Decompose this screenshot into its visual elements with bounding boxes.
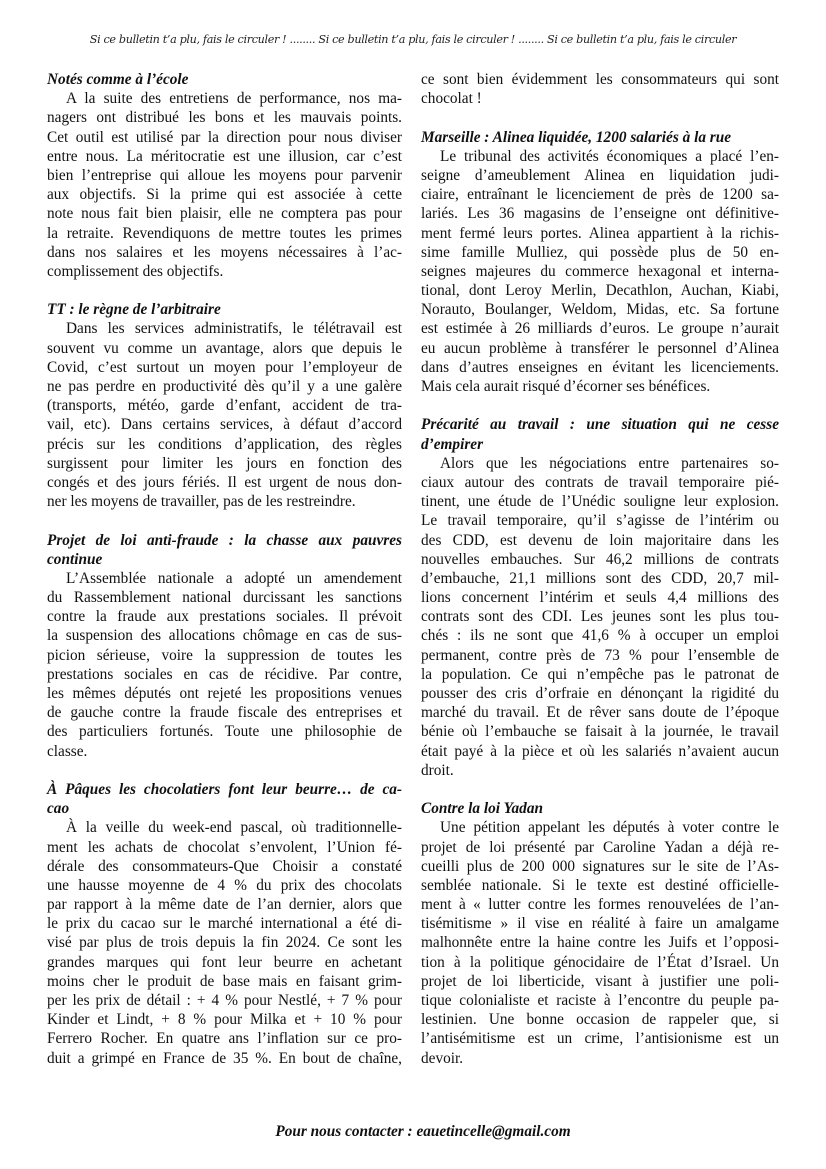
body-line: A la suite des entretiens de performance, nos ma-	[66, 90, 402, 108]
article-body	[421, 454, 779, 780]
body-line: contrats sont des CDI. Les jeunes sont les plus tou-	[421, 608, 779, 626]
body-line: complissement des objectifs.	[47, 262, 224, 280]
body-line: Ferrero Rocher. En quatre ans l’inflation sur ce pro-	[47, 1030, 402, 1048]
body-line: la population. Ce qui n’empêche pas le patronat de	[421, 665, 779, 683]
body-line: contre la fraude aux prestations sociales. Il prévoit	[47, 608, 402, 626]
body-line: entre nous. La méritocratie est une illusion, car c’est	[47, 147, 402, 165]
body-line: Dans les services administratifs, le télétravail est	[66, 320, 402, 338]
article-body	[47, 569, 402, 761]
article-body	[421, 147, 779, 396]
body-line: semblée nationale. Si le texte est destiné officielle-	[421, 876, 779, 894]
body-line: malhonnête entre la haine contre les Juifs et l’opposi-	[421, 934, 779, 952]
body-line: tisémitisme » il vise en réalité à faire un amalgame	[421, 915, 779, 933]
body-line: lariés. Les 36 magasins de l’enseigne ont définitive-	[421, 205, 779, 223]
body-line: du Rassemblement national durcissant les sanctions	[47, 589, 402, 607]
article-precarite	[421, 415, 779, 780]
body-line: grandes marques qui font leur beurre en achetant	[47, 953, 402, 971]
body-line: Norauto, Boulanger, Weldom, Midas, etc. Sa fortune	[421, 301, 779, 319]
section-gap	[47, 761, 402, 780]
body-line: Cet outil est utilisé par la direction pour nous diviser	[47, 128, 402, 146]
body-line: moins cher le produit de base mais en faisant grim-	[47, 972, 402, 990]
body-line: les mêmes députés ont rejeté les propositions venues	[47, 685, 402, 702]
body-line: eu aucun problème à transférer le personnel d’Alinea	[421, 339, 779, 357]
section-gap	[47, 281, 402, 300]
body-line: ciaire, entraînant le licenciement de près de 1200 sa-	[421, 186, 779, 204]
article-title-continued: d’empirer	[421, 435, 484, 453]
body-line: lestinien. Une bonne occasion de rappeler que, si	[421, 1011, 779, 1029]
body-line: droit.	[421, 761, 454, 779]
body-line: Covid, c’est surtout un moyen pour l’employeur de	[47, 358, 402, 376]
body-line: projet de loi liberticide, visant à justifier une poli-	[421, 972, 779, 990]
article-title: TT : le règne de l’arbitraire	[47, 301, 221, 319]
body-line: vail, etc). Dans certains services, à défaut d’accord	[47, 416, 402, 434]
right-column	[421, 70, 779, 1068]
body-line: (transports, météo, garde d’enfant, accident de tra-	[47, 397, 402, 415]
body-line: note nous fait bien plaisir, elle ne comptera pas pour	[47, 205, 402, 223]
article-alinea	[421, 128, 779, 397]
body-line: souvent vu comme un avantage, alors que depuis le	[47, 339, 402, 357]
body-line: cueilli plus de 200 000 signatures sur le site de l’As-	[421, 857, 779, 875]
body-line: permanent, contre près de 73 % pour l’ensemble de	[421, 646, 779, 664]
circulation-banner: Si ce bulletin t’a plu, fais le circuler ! ........ Si ce bulletin t’a plu, fais le circuler ! ........ Si ce bulletin t’a plu, fais le circuler	[89, 33, 737, 46]
section-gap	[421, 780, 779, 799]
body-line: lions concernent l’intérim et seuls 4,4 millions des	[421, 589, 779, 607]
body-line: per les prix de détail : + 4 % pour Nestlé, + 7 % pour	[47, 992, 402, 1009]
body-line: une hausse moyenne de 4 % du prix des chocolats	[47, 876, 402, 894]
article-title: Précarité au travail : une situation qui ne cesse	[421, 416, 779, 434]
body-line: nagers ont distribué les bons et les mauvais points.	[47, 109, 402, 127]
body-line: congés et des jours fériés. Il est urgent de nous don-	[47, 473, 402, 491]
article-teletravail	[47, 300, 402, 511]
article-paques-chocolat-continued	[421, 70, 779, 108]
body-line: nouvelles embauches. Sur 46,2 millions de contrats	[421, 550, 779, 568]
article-title: Projet de loi anti-fraude : la chasse aux pauvres	[47, 531, 402, 549]
body-line: Kinder et Lindt, + 8 % pour Milka et + 10 % pour	[47, 1011, 402, 1029]
body-line: Une pétition appelant les députés à voter contre le	[440, 819, 779, 837]
body-line: ment les achats de chocolat s’envolent, l’Union fé-	[47, 838, 402, 856]
body-line: des particuliers fortunés. Toute une philosophie de	[47, 723, 402, 741]
body-line: picion sérieuse, voire la suppression de toutes les	[47, 646, 402, 664]
body-line: devoir.	[421, 1049, 464, 1067]
section-gap	[421, 396, 779, 415]
body-line: ner les moyens de travailler, pas de les restreindre.	[47, 493, 356, 511]
body-line: pousser des cris d’orfraie en dénonçant la rigidité du	[421, 685, 779, 702]
body-line: seigne d’ameublement Alinea en liquidation judi-	[421, 166, 779, 184]
body-line: ciaux autour des contrats de travail temporaire pié-	[421, 473, 779, 491]
body-line: tique colonialiste et raciste à l’encontre du peuple pa-	[421, 992, 779, 1009]
body-line: chocolat !	[421, 90, 482, 108]
article-loi-yadan	[421, 799, 779, 1068]
article-title: Contre la loi Yadan	[421, 800, 543, 818]
left-column	[47, 70, 402, 1068]
body-line: seignes majeures du commerce hexagonal et interna-	[421, 262, 779, 280]
body-line: est estimée à 26 milliards d’euros. Le groupe n’aurait	[421, 320, 779, 338]
body-line: dérale des consommateurs-Que Choisir a constaté	[47, 857, 402, 875]
article-body	[47, 319, 402, 511]
body-line: tion à la politique génocidaire de l’État d’Israel. Un	[421, 953, 779, 971]
article-title: Marseille : Alinea liquidée, 1200 salariés à la rue	[421, 128, 732, 146]
body-line: Mais cela aurait risqué d’écorner ses bénéfices.	[421, 378, 711, 395]
body-line: l’antisémitisme est un crime, l’antisionisme est un	[421, 1030, 779, 1048]
body-line: À la veille du week-end pascal, où traditionnelle-	[66, 819, 402, 837]
article-body	[47, 818, 402, 1067]
article-title-continued: continue	[47, 550, 103, 568]
body-line: de gauche contre la fraude fiscale des entreprises et	[47, 704, 402, 722]
body-line: chés : ils ne sont que 41,6 % à occuper un emploi	[421, 627, 779, 645]
body-line: la suspension des allocations chômage en cas de sus-	[47, 627, 402, 645]
body-line: ment fermé leurs portes. Alinea appartient à la richis-	[421, 224, 779, 242]
body-line: marché du travail. Et de rêver sans doute de l’époque	[421, 704, 779, 722]
body-line: Le travail temporaire, qu’il s’agisse de l’intérim ou	[421, 512, 779, 530]
article-body	[47, 89, 402, 281]
article-notes-ecole	[47, 70, 402, 281]
section-gap	[47, 511, 402, 530]
body-line: la retraite. Revendiquons de mettre toutes les primes	[47, 224, 402, 242]
body-line: ce sont bien évidemment les consommateurs qui sont	[421, 71, 779, 88]
body-line: surgissent pour limiter les jours en fonction des	[47, 454, 402, 472]
body-line: Alors que les négociations entre partenaires so-	[440, 454, 779, 472]
article-title: À Pâques les chocolatiers font leur beurre… de ca-	[47, 780, 402, 798]
contact-footer: Pour nous contacter : eauetincelle@gmail.com	[275, 1123, 571, 1140]
body-line: ne pas perdre en productivité dès qu’il y a une galère	[47, 378, 402, 395]
body-line: bénie où l’embauche se faisait à la journée, le travail	[421, 723, 779, 741]
body-line: sime famille Mulliez, qui possède plus de 50 en-	[421, 243, 779, 261]
body-line: aux objectifs. Si la prime qui est associée à cette	[47, 186, 402, 204]
body-line: dans nos salaires et les moyens nécessaires à l’ac-	[47, 243, 402, 261]
article-title: Notés comme à l’école	[47, 71, 189, 88]
body-line: Le tribunal des activités économiques a placé l’en-	[440, 147, 779, 165]
article-anti-fraude	[47, 531, 402, 761]
body-line: prestations sociales en cas de récidive. Par contre,	[47, 665, 402, 683]
article-paques-chocolat	[47, 780, 402, 1068]
body-line: tional, dont Leroy Merlin, Decathlon, Auchan, Kiabi,	[421, 282, 779, 300]
body-line: était payé à la pièce et où les salariés n’avaient aucun	[421, 742, 779, 760]
body-line: d’embauche, 21,1 millions sont des CDD, 20,7 mil-	[421, 569, 779, 587]
body-line: ment à « lutter contre les formes renouvelées de l’an-	[421, 896, 779, 914]
body-line: classe.	[47, 742, 88, 760]
article-body	[421, 818, 779, 1067]
body-line: duit a grimpé en France de 35 %. En bout de chaîne,	[47, 1049, 402, 1067]
body-line: dans d’autres enseignes en évitant les licenciements.	[421, 358, 779, 376]
body-line: bien l’entreprise qui alloue les moyens pour parvenir	[47, 166, 402, 184]
body-line: visé par plus de trois depuis la fin 2024. Ce sont les	[47, 934, 402, 952]
body-line: par rapport à la même date de l’an dernier, alors que	[47, 896, 402, 914]
body-line: L’Assemblée nationale a adopté un amendement	[66, 569, 402, 587]
body-line: tinent, une étude de l’Unédic souligne leur explosion.	[421, 493, 779, 511]
section-gap	[421, 108, 779, 127]
body-line: des CDD, est devenu de loin majoritaire dans les	[421, 531, 779, 549]
body-line: projet de loi présenté par Caroline Yadan a déjà re-	[421, 838, 779, 856]
body-line: le prix du cacao sur le marché international a été di-	[47, 915, 402, 933]
body-line: précis sur les conditions d’application, des règles	[47, 435, 402, 453]
article-title-continued: cao	[47, 800, 70, 818]
